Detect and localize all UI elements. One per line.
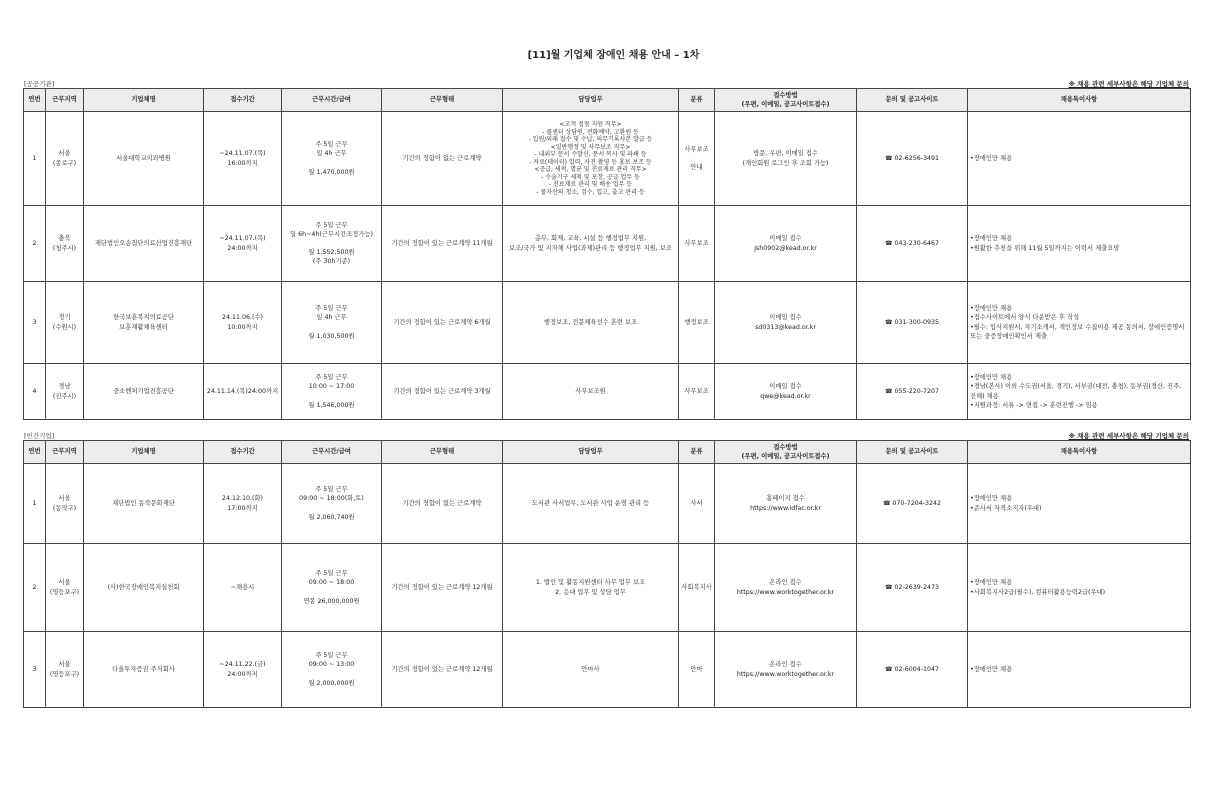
header-period: 접수기간 — [204, 441, 282, 464]
cell-region: 충북 (청주시) — [46, 206, 84, 282]
cell-type: 기간의 정함이 있는 근로계약 12개월 — [382, 632, 503, 708]
cell-notes: •장애인만 채용 •원활한 추천을 위해 11월 5일까지는 이력서 제출요망 — [968, 206, 1191, 282]
phone-icon: ☎ — [884, 387, 893, 395]
cell-method: 온라인 접수 https://www.worktogether.or.kr — [715, 544, 857, 632]
cell-category: 안마 — [679, 632, 715, 708]
cell-notes: •장애인만 채용 — [968, 112, 1191, 206]
cell-company: 재단법인오송첨단의료산업진흥재단 — [84, 206, 204, 282]
cell-notes: •장애인만 채용 •경남(본사) 이외 수도권(서울, 경기), 서부권(대전, 충청), 동부권(경산, 진주, 진해) 채용 •지원과정: 서류 -> 면접 -> 훈련진행 -> 임용 — [968, 364, 1191, 420]
header-notes: 채용특이사항 — [968, 89, 1191, 112]
private-header-row — [24, 441, 1191, 464]
cell-hours: 주 5일 근무 09:00 ~ 18:00 연봉 26,000,000원 — [282, 544, 382, 632]
header-duty: 담당업무 — [503, 89, 679, 112]
header-category: 분류 — [679, 441, 715, 464]
header-region: 근무지역 — [46, 89, 84, 112]
cell-type: 기간의 정함이 있는 근로계약 12개월 — [382, 544, 503, 632]
cell-contact — [857, 464, 968, 544]
cell-hours: 주 5일 근무 09:00 ~ 18:00(화,토) 월 2,060,740원 — [282, 464, 382, 544]
phone-icon: ☎ — [884, 665, 893, 673]
phone-icon: ☎ — [884, 583, 893, 591]
cell-notes: •장애인만 채용 •사회복지사2급(필수), 컴퓨터활용능력2급(우대) — [968, 544, 1191, 632]
cell-category: 사서 — [679, 464, 715, 544]
cell-contact — [857, 364, 968, 420]
phone-icon: ☎ — [884, 318, 893, 326]
header-region: 근무지역 — [46, 441, 84, 464]
cell-company: 다올투자증권 주식회사 — [84, 632, 204, 708]
cell-hours: 주 5일 근무 09:00 ~ 13:00 월 2,000,000원 — [282, 632, 382, 708]
header-no: 연번 — [24, 441, 46, 464]
inquiry-note-private: ※ 채용 관련 세부사항은 해당 기업체 문의 — [1068, 432, 1189, 440]
cell-contact — [857, 112, 968, 206]
cell-hours: 주 5일 근무 일 6h~4h(근무시간조정가능) 월 1,552,500원 (주 30h기준) — [282, 206, 382, 282]
header-company: 기업체명 — [84, 89, 204, 112]
cell-period: 24.12.10.(화) 17:00까지 — [204, 464, 282, 544]
cell-hours: 주 5일 근무 일 4h 근무 월 1,470,000원 — [282, 112, 382, 206]
cell-category: 사무보조 — [679, 206, 715, 282]
header-contact: 문의 및 공고사이트 — [857, 441, 968, 464]
cell-type: 기간의 정함이 없는 근로계약 — [382, 464, 503, 544]
cell-period: ~채용시 — [204, 544, 282, 632]
cell-hours: 주 5일 근무 일 4h 근무 월 1,030,500원 — [282, 282, 382, 364]
cell-duty — [503, 112, 679, 206]
duty-text: <고객 접점 지원 직무> - 콜센터 상담원, 전화예약, 고환원 등 - 입원/외래 접수 및 수납, 의무기록사본 발급 등 <일반행정 및 사무보조 직무> - 내외부 문서 수발신, 문서 복사 및 파쇄 등 - 자료(데이터) 입력, 사진 촬영 등 홍보 보조 등 <공급, 세척, 멸균 및 진료재료 관리 직무> - 수술기구 세척 및 포장, 공급 업무 등 - 진료재료 관리 및 배송 업무 등 - 물자산의 청소, 검수, 입고, 출고 관리 등 — [528, 121, 653, 196]
cell-category: 사무보조 — [679, 364, 715, 420]
cell-category: 사무보조 안내 — [679, 112, 715, 206]
cell-method: 온라인 접수 https://www.worktogether.or.kr — [715, 632, 857, 708]
header-period: 접수기간 — [204, 89, 282, 112]
cell-duty: 행정보조, 전문체육선수 훈련 보조 — [503, 282, 679, 364]
header-no: 연번 — [24, 89, 46, 112]
header-type: 근무형태 — [382, 89, 503, 112]
cell-contact — [857, 206, 968, 282]
header-company: 기업체명 — [84, 441, 204, 464]
contact-number: 070-7204-3242 — [892, 499, 942, 507]
cell-notes: •장애인만 채용 — [968, 632, 1191, 708]
header-method: 접수방법 (우편, 이메일, 공고사이트접수) — [715, 89, 857, 112]
cell-method: 이메일 접수 sd0313@kead.or.kr — [715, 282, 857, 364]
inquiry-note-public: ※ 채용 관련 세부사항은 해당 기업체 문의 — [1068, 80, 1189, 88]
table-row — [24, 206, 1191, 282]
cell-region: 서울 (영등포구) — [46, 544, 84, 632]
cell-period: ~24.11.22.(금) 24:00까지 — [204, 632, 282, 708]
cell-region: 서울 (동작구) — [46, 464, 84, 544]
table-row — [24, 544, 1191, 632]
cell-company: 한국보훈복지의료공단 보훈재활체육센터 — [84, 282, 204, 364]
contact-number: 043-230-6467 — [894, 239, 940, 247]
cell-no: 2 — [24, 206, 46, 282]
contact-number: 02-6004-1047 — [894, 665, 940, 673]
section-label-private: [민간기업] — [24, 432, 55, 440]
table-row — [24, 282, 1191, 364]
phone-icon: ☎ — [884, 154, 893, 162]
cell-contact — [857, 544, 968, 632]
cell-region: 경기 (수원시) — [46, 282, 84, 364]
public-jobs-table — [23, 88, 1191, 420]
private-jobs-table — [23, 440, 1191, 708]
public-header-row — [24, 89, 1191, 112]
cell-duty: 총무, 회계, 교육, 시설 등 행정업무 지원, 보조/국가 및 지자체 사업(과제)관리 등 행정업무 지원, 보조 — [503, 206, 679, 282]
cell-method: 이메일 접수 qwe@kead.or.kr — [715, 364, 857, 420]
cell-region: 서울 (영등포구) — [46, 632, 84, 708]
header-contact: 문의 및 공고사이트 — [857, 89, 968, 112]
cell-type: 기간의 정함이 없는 근로계약 — [382, 112, 503, 206]
phone-icon: ☎ — [884, 239, 893, 247]
cell-type: 기간의 정함이 있는 근로계약 3개월 — [382, 364, 503, 420]
contact-number: 02-2639-2473 — [894, 583, 940, 591]
cell-region: 경남 (진주시) — [46, 364, 84, 420]
cell-period: ~24.11.07.(목) 24:00까지 — [204, 206, 282, 282]
cell-category: 사회복지사 — [679, 544, 715, 632]
cell-period: 24.11.06.(수) 10:00까지 — [204, 282, 282, 364]
cell-company: 재단법인 동작문화재단 — [84, 464, 204, 544]
header-notes: 채용특이사항 — [968, 441, 1191, 464]
cell-duty: 1. 법인 및 활동지원센터 사무 업무 보조 2. 응대 업무 및 상담 업무 — [503, 544, 679, 632]
cell-region: 서울 (종로구) — [46, 112, 84, 206]
section-label-public: [공공기관] — [24, 80, 55, 88]
cell-no: 3 — [24, 632, 46, 708]
cell-no: 4 — [24, 364, 46, 420]
header-duty: 담당업무 — [503, 441, 679, 464]
header-hours: 근무시간/급여 — [282, 441, 382, 464]
cell-no: 1 — [24, 112, 46, 206]
cell-no: 3 — [24, 282, 46, 364]
cell-method: 방문, 우편, 이메일 접수 (개인회원 로그인 후 조회 가능) — [715, 112, 857, 206]
header-type: 근무형태 — [382, 441, 503, 464]
cell-notes: •장애인만 채용 •준사서 자격소지자(우대) — [968, 464, 1191, 544]
table-row — [24, 632, 1191, 708]
contact-number: 02-6256-3491 — [894, 154, 940, 162]
cell-period: ~24.11.07.(목) 16:00까지 — [204, 112, 282, 206]
cell-company: (사)한국장애인복지실천회 — [84, 544, 204, 632]
table-row — [24, 464, 1191, 544]
cell-company: 서울대학교치과병원 — [84, 112, 204, 206]
phone-icon: ☎ — [882, 499, 891, 507]
contact-number: 031-300-0935 — [894, 318, 940, 326]
contact-number: 055-220-7207 — [894, 387, 940, 395]
cell-notes: •장애인만 채용 •접수사이트에서 양식 다운받은 후 작성 •필수: 입사지원서, 자기소개서, 개인정보 수집이용 제공 동의서, 장애인증명서 또는 중증장애인확인서 제출 — [968, 282, 1191, 364]
cell-method: 이메일 접수 jsh0902@kead.or.kr — [715, 206, 857, 282]
cell-no: 2 — [24, 544, 46, 632]
cell-duty: 도서관 사서업무, 도서관 사업 운영 관리 등 — [503, 464, 679, 544]
cell-company: 중소벤처기업진흥공단 — [84, 364, 204, 420]
cell-contact — [857, 632, 968, 708]
cell-duty: 안마사 — [503, 632, 679, 708]
cell-period: 24.11.14.(목)24:00까지 — [204, 364, 282, 420]
table-row — [24, 364, 1191, 420]
cell-method: 홈페이지 접수 https://www.idfac.or.kr — [715, 464, 857, 544]
cell-type: 기간의 정함이 있는 근로계약 11개월 — [382, 206, 503, 282]
header-category: 분류 — [679, 89, 715, 112]
cell-type: 기간의 정함이 있는 근로계약 6개월 — [382, 282, 503, 364]
cell-duty: 사무보조원 — [503, 364, 679, 420]
page-title: [11]월 기업체 장애인 채용 안내 – 1차 — [527, 50, 700, 61]
cell-hours: 주 5일 근무 10:00 ~ 17:00 월 1,546,000원 — [282, 364, 382, 420]
cell-category: 행정보조 — [679, 282, 715, 364]
cell-no: 1 — [24, 464, 46, 544]
table-row — [24, 112, 1191, 206]
cell-contact — [857, 282, 968, 364]
header-hours: 근무시간/급여 — [282, 89, 382, 112]
header-method: 접수방법 (우편, 이메일, 공고사이트접수) — [715, 441, 857, 464]
